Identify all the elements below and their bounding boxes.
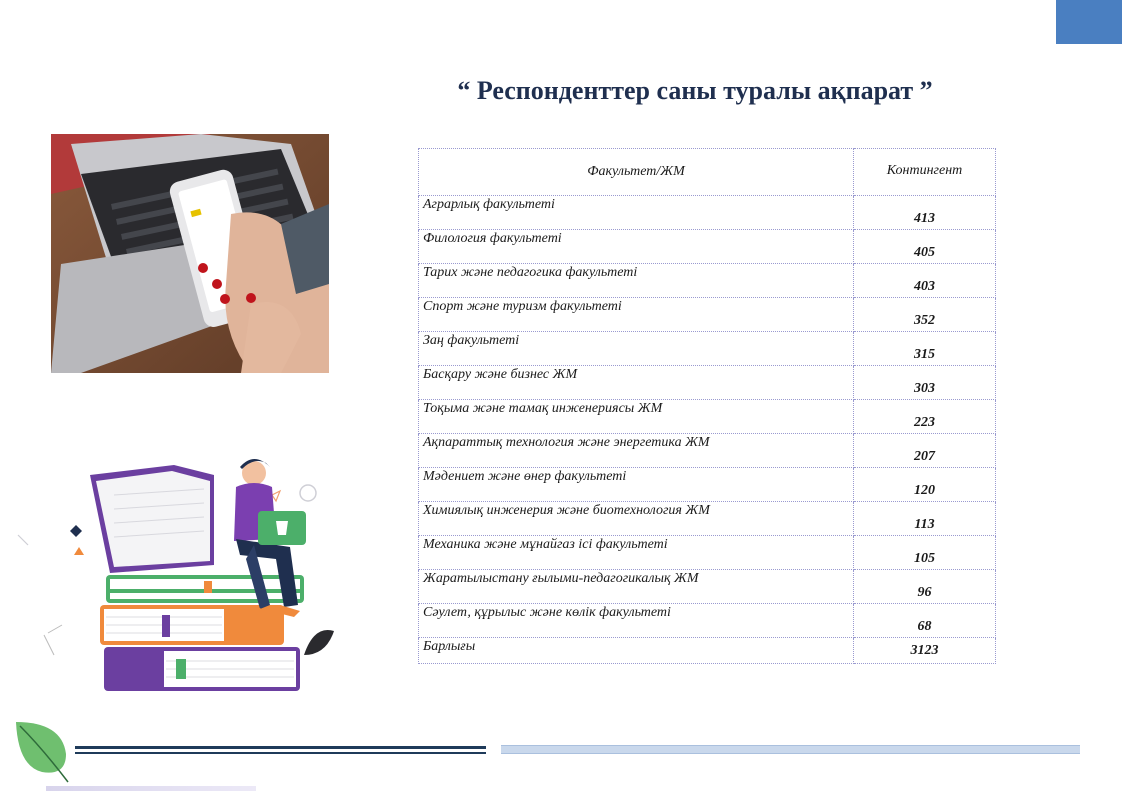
header-faculty: Факультет/ЖМ xyxy=(419,149,854,196)
laptop-phone-photo xyxy=(51,134,329,373)
header-contingent: Контингент xyxy=(854,149,996,196)
table-row xyxy=(419,536,996,570)
faculty-name: Сәулет, құрылыс және көлік факультеті xyxy=(419,604,854,638)
table-row xyxy=(419,400,996,434)
total-label: Барлығы xyxy=(419,638,854,664)
contingent-value: 207 xyxy=(854,434,996,468)
faculty-name: Химиялық инженерия және биотехнология ЖМ xyxy=(419,502,854,536)
contingent-value: 403 xyxy=(854,264,996,298)
faculty-name: Басқару және бизнес ЖМ xyxy=(419,366,854,400)
table-total-row xyxy=(419,638,996,664)
faculty-name: Жаратылыстану ғылыми-педагогикалық ЖМ xyxy=(419,570,854,604)
student-on-books-illustration xyxy=(14,455,334,695)
faculty-name: Спорт және туризм факультеті xyxy=(419,298,854,332)
footer-line-purple xyxy=(46,786,256,791)
contingent-value: 303 xyxy=(854,366,996,400)
faculty-name: Заң факультеті xyxy=(419,332,854,366)
total-value: 3123 xyxy=(854,638,996,664)
leaf-icon xyxy=(12,718,76,789)
table-row xyxy=(419,604,996,638)
table-row xyxy=(419,502,996,536)
contingent-value: 352 xyxy=(854,298,996,332)
footer-line-dark xyxy=(75,746,486,749)
table-row xyxy=(419,196,996,230)
corner-accent-block xyxy=(1056,0,1122,44)
contingent-value: 405 xyxy=(854,230,996,264)
contingent-value: 120 xyxy=(854,468,996,502)
table-header-row xyxy=(419,149,996,196)
faculty-name: Тарих және педагогика факультеті xyxy=(419,264,854,298)
table-row xyxy=(419,468,996,502)
table-row xyxy=(419,332,996,366)
faculty-name: Филология факультеті xyxy=(419,230,854,264)
faculty-name: Тоқыма және тамақ инженериясы ЖМ xyxy=(419,400,854,434)
contingent-value: 223 xyxy=(854,400,996,434)
contingent-value: 105 xyxy=(854,536,996,570)
faculty-name: Мәдениет және өнер факультеті xyxy=(419,468,854,502)
table-row xyxy=(419,264,996,298)
page-title: “ Респонденттер саны туралы ақпарат ” xyxy=(457,76,933,105)
contingent-value: 68 xyxy=(854,604,996,638)
faculty-name: Ақпараттық технология және энергетика ЖМ xyxy=(419,434,854,468)
contingent-value: 96 xyxy=(854,570,996,604)
respondents-table xyxy=(418,148,996,664)
table-row xyxy=(419,366,996,400)
table-row xyxy=(419,298,996,332)
contingent-value: 315 xyxy=(854,332,996,366)
table-row xyxy=(419,570,996,604)
table-row xyxy=(419,434,996,468)
footer-line-dark-thin xyxy=(75,752,486,754)
table-row xyxy=(419,230,996,264)
contingent-value: 113 xyxy=(854,502,996,536)
faculty-name: Механика және мұнайгаз ісі факультеті xyxy=(419,536,854,570)
contingent-value: 413 xyxy=(854,196,996,230)
faculty-name: Аграрлық факультеті xyxy=(419,196,854,230)
footer-line-light xyxy=(501,745,1080,754)
